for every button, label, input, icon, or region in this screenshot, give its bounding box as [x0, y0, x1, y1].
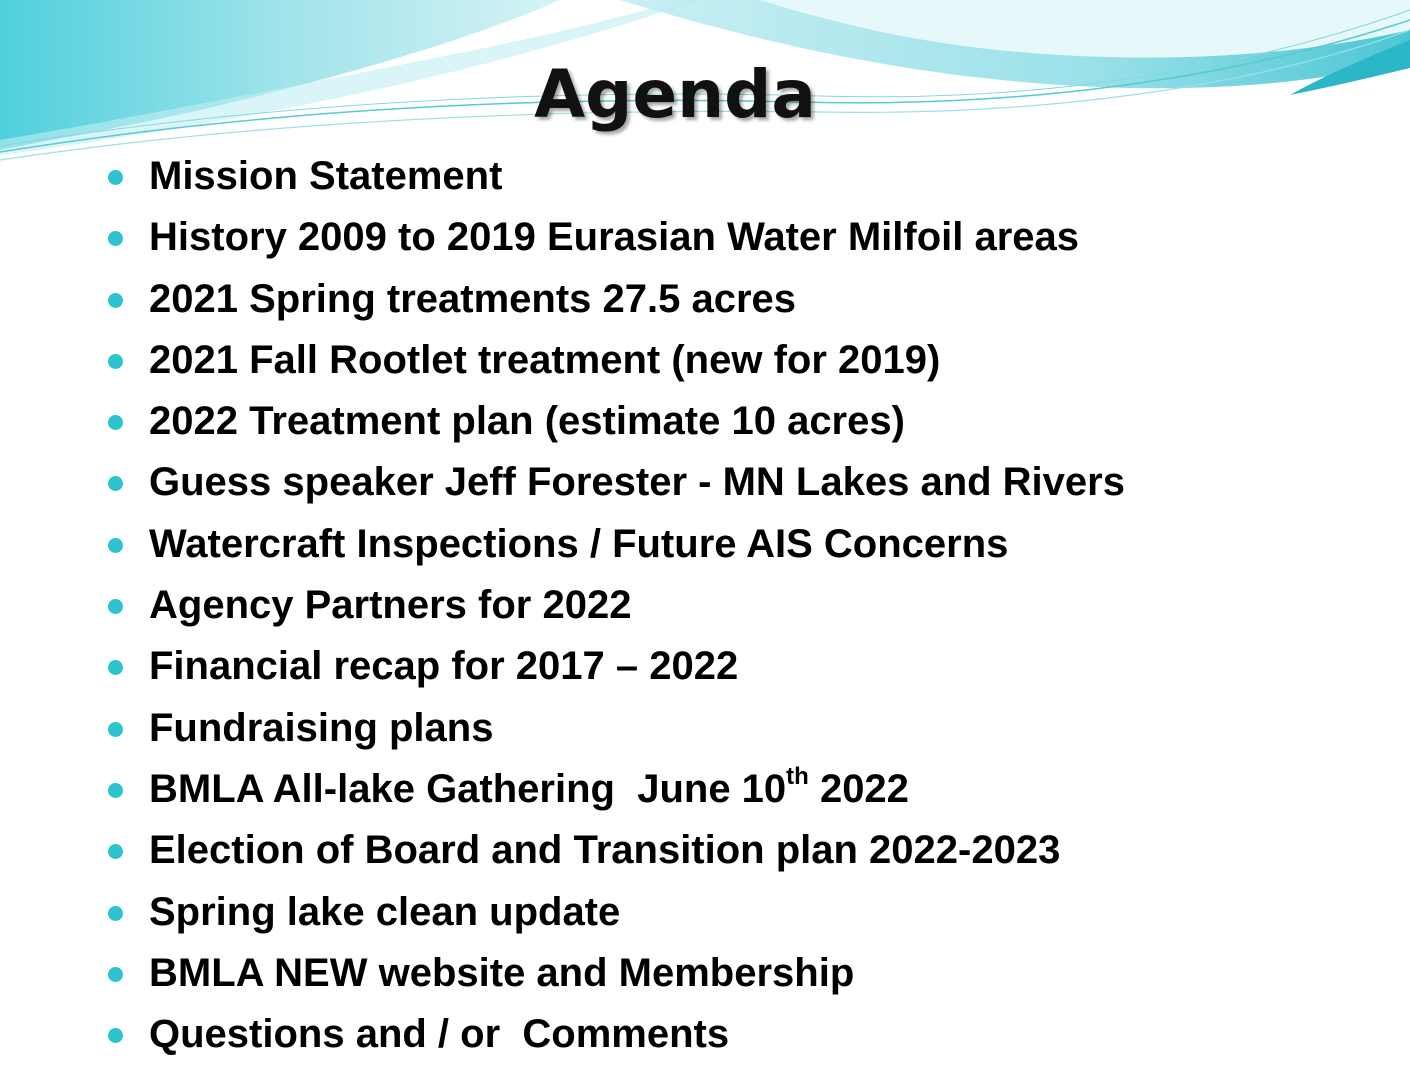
agenda-item-superscript: th: [786, 762, 809, 790]
agenda-item-text: Financial recap for 2017 – 2022: [149, 644, 739, 689]
slide-title: Agenda: [534, 56, 816, 133]
bullet-icon: [108, 170, 123, 185]
bullet-icon: [108, 1028, 123, 1043]
agenda-item-guest-speaker: [0, 452, 1410, 513]
agenda-item-gathering: [0, 759, 1410, 820]
agenda-item-spring-treatments: [0, 269, 1410, 330]
agenda-item-history: [0, 207, 1410, 268]
agenda-item-text: Mission Statement: [149, 154, 503, 198]
bullet-icon: [108, 231, 123, 246]
bullet-icon: [108, 415, 123, 430]
agenda-item-text: Agency Partners for 2022: [149, 583, 632, 628]
agenda-item-text-after: 2022: [808, 766, 909, 811]
bullet-icon: [108, 660, 123, 675]
bullet-icon: [108, 783, 123, 798]
agenda-item-text: Spring lake clean update: [149, 889, 621, 934]
bullet-icon: [108, 354, 123, 369]
agenda-item-fall-rootlet: [0, 330, 1410, 391]
agenda-item-text: 2021 Spring treatments 27.5 acres: [149, 276, 797, 321]
agenda-item-agency-partners: [0, 575, 1410, 636]
agenda-item-questions: [0, 1004, 1410, 1065]
agenda-item-text: History 2009 to 2019 Eurasian Water Milfoil areas: [149, 215, 1080, 260]
agenda-item-mission-statement: [0, 146, 1410, 207]
agenda-item-text: BMLA NEW website and Membership: [149, 950, 855, 995]
bullet-icon: [108, 844, 123, 859]
agenda-item-financial-recap: [0, 636, 1410, 697]
agenda-item-text: 2021 Fall Rootlet treatment (new for 2019): [149, 337, 941, 382]
bullet-icon: [108, 476, 123, 491]
bullet-icon: [108, 722, 123, 737]
agenda-item-text: Questions and / or Comments: [149, 1012, 730, 1057]
agenda-item-text-before: BMLA All-lake Gathering June 10: [149, 766, 787, 811]
agenda-item-spring-clean: [0, 882, 1410, 943]
agenda-item-text: Election of Board and Transition plan 2022-2023: [149, 828, 1061, 873]
bullet-icon: [108, 967, 123, 982]
agenda-item-text: Guess speaker Jeff Forester - MN Lakes and Rivers: [149, 460, 1125, 505]
agenda-item-treatment-plan: [0, 391, 1410, 452]
agenda-item-text: Watercraft Inspections / Future AIS Concerns: [149, 521, 1009, 566]
bullet-icon: [108, 293, 123, 308]
bullet-icon: [108, 599, 123, 614]
agenda-item-fundraising: [0, 698, 1410, 759]
agenda-item-text: Fundraising plans: [149, 705, 494, 750]
agenda-item-election: [0, 820, 1410, 881]
agenda-item-website-membership: [0, 943, 1410, 1004]
bullet-icon: [108, 538, 123, 553]
agenda-item-text: 2022 Treatment plan (estimate 10 acres): [149, 399, 905, 444]
agenda-item-watercraft-inspections: [0, 514, 1410, 575]
agenda-list: [0, 146, 1410, 1065]
bullet-icon: [108, 906, 123, 921]
